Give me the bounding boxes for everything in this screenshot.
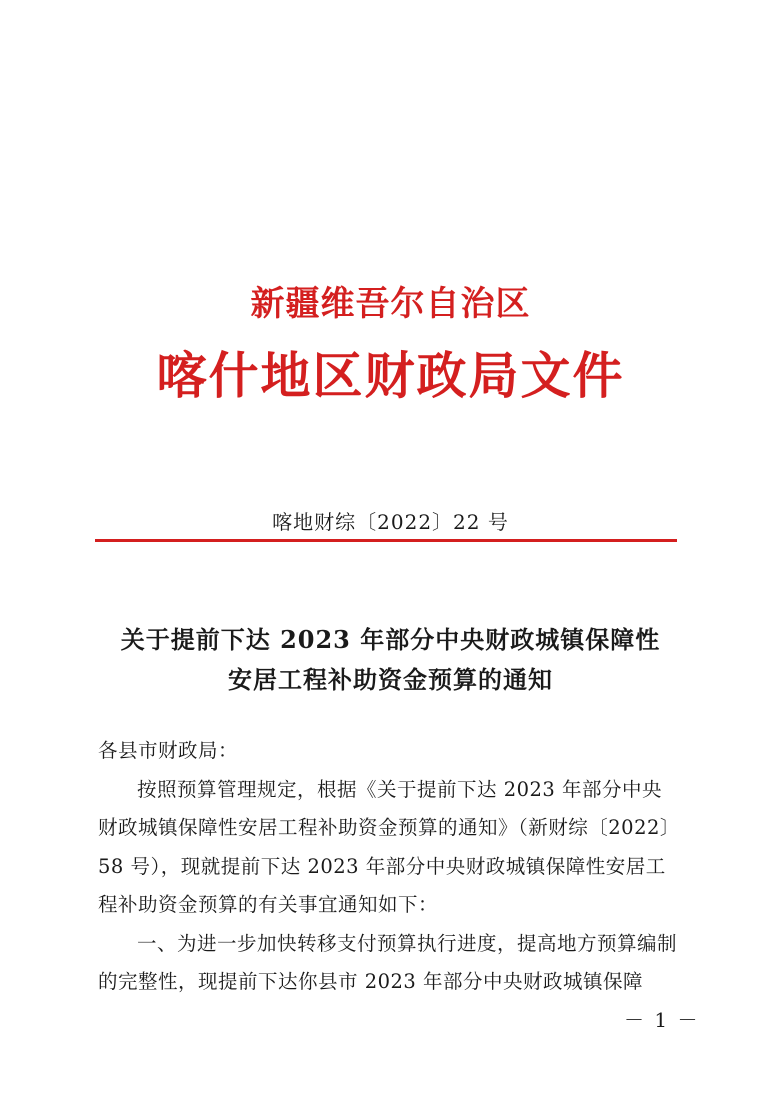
issuing-authority-title: 喀什地区财政局文件 — [156, 346, 625, 405]
document-number: 喀地财综〔2022〕22 号 — [272, 510, 509, 534]
issuing-region: 新疆维吾尔自治区 — [250, 284, 531, 324]
title-line-2: 安居工程补助资金预算的通知 — [228, 665, 553, 694]
body-paragraph-1: 按照预算管理规定，根据《关于提前下达 2023 年部分中央财政城镇保障性安居工程补助资金预算的通知》（新财综〔2022〕58 号），现就提前下达 2023 年部分中央财政城镇保障性安居工程补助资金预算的有关事宜通知如下： — [98, 777, 680, 916]
document-title — [0, 620, 781, 700]
page-number: － 1 － — [624, 1008, 700, 1032]
red-separator-line — [95, 539, 677, 542]
salutation: 各县市财政局： — [98, 739, 239, 762]
title-line-1: 关于提前下达 2023 年部分中央财政城镇保障性 — [120, 625, 661, 654]
body-paragraph-2: 一、为进一步加快转移支付预算执行进度，提高地方预算编制的完整性，现提前下达你县市 2023 年部分中央财政城镇保障 — [98, 931, 678, 993]
document-body — [98, 732, 682, 1002]
